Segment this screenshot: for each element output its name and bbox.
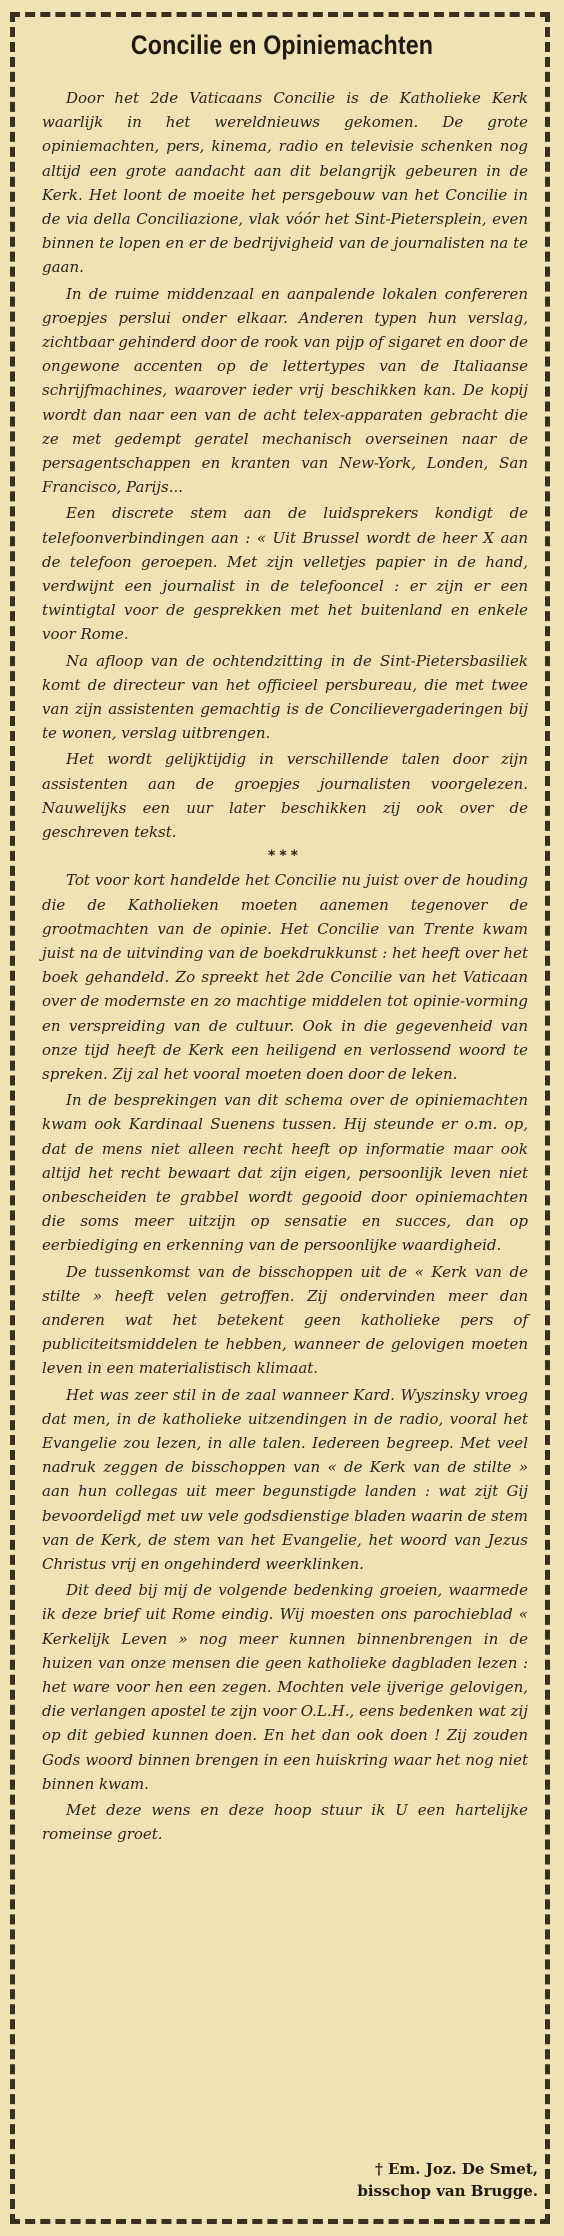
signature [278,2158,538,2202]
paragraph-3: Een discrete stem aan de luidsprekers kondigt de telefoonverbindingen aan : « Uit Brussel wordt de heer X aan de telefoon geroepen. Met zijn velletjes papier in de hand, verdwijnt een journalist in de telefooncel : er zijn er een twintigtal voor de gesprekken met het buitenland en enkele voor Rome. [42,504,528,644]
paragraph-7: In de besprekingen van dit schema over de opiniemachten kwam ook Kardinaal Suenens tussen. Hij steunde er o.m. op, dat de mens niet alleen recht heeft op informatie maar ook altijd het recht bewaart dat zijn eigen, persoonlijk leven niet onbescheiden te grabbel wordt gegooid door opiniemachten die soms meer uitzijn op sensatie en succes, dan op eerbiediging en erkenning van de persoonlijke waardigheid. [42,1091,528,1255]
section-separator: *** [268,848,302,865]
signature-title: bisschop van Brugge. [357,2182,538,2200]
article-title: Concilie en Opiniemachten [130,30,434,60]
paragraph-1: Door het 2de Vaticaans Concilie is de Katholieke Kerk waarlijk in het wereldnieuws gekomen. De grote opiniemachten, pers, kinema, radio en televisie schenken nog altijd een grote aandacht aan dit belangrijk gebeuren in de Kerk. Het loont de moeite het persgebouw van het Concilie in de via della Conciliazione, vlak vóór het Sint-Pietersplein, even binnen te lopen en er de bedrijvigheid van de journalisten na te gaan. [42,89,528,277]
paragraph-8: De tussenkomst van de bisschoppen uit de « Kerk van de stilte » heeft velen getroffen. Zij ondervinden meer dan anderen wat het betekent geen katholieke pers of publiciteitsmiddelen te hebben, wanneer de gelovigen moeten leven in een materialistisch klimaat. [42,1262,528,1378]
signature-name: † Em. Joz. De Smet, [374,2160,538,2178]
article-body [42,86,528,1848]
paragraph-4: Na afloop van de ochtendzitting in de Sint-Pietersbasiliek komt de directeur van het officieel persbureau, die met twee van zijn assistenten gemachtig is de Concilievergaderingen bij te wonen, verslag uitbrengen. [42,651,528,743]
paragraph-9: Het was zeer stil in de zaal wanneer Kard. Wyszinsky vroeg dat men, in de katholieke uitzendingen in de radio, vooral het Evangelie zou lezen, in alle talen. Iedereen begreep. Met veel nadruk zeggen de bisschoppen van « de Kerk van de stilte » aan hun collegas uit meer begunstigde landen : wat zijt Gij bevoordeligd met uw vele godsdienstige bladen waarin de stem van de Kerk, de stem van het Evangelie, het woord van Jezus Christus vrij en ongehinderd weerklinken. [42,1385,528,1573]
paragraph-10: Dit deed bij mij de volgende bedenking groeien, waarmede ik deze brief uit Rome eindig. Wij moesten ons parochieblad « Kerkelijk Leven » nog meer kunnen binnenbrengen in de huizen van onze mensen die geen katholieke dagbladen lezen : het ware voor hen een zegen. Mochten vele ijverige gelovigen, die verlangen apostel te zijn voor O.L.H., eens bedenken wat zij op dit gebied kunnen doen. En het dan ook doen ! Zij zouden Gods woord binnen brengen in een huiskring waar het nog niet binnen kwam. [42,1581,528,1793]
paragraph-2: In de ruime middenzaal en aanpalende lokalen confereren groepjes perslui onder elkaar. Anderen typen hun verslag, zichtbaar gehinderd door de rook van pijp of sigaret en door de ongewone accenten op de lettertypes van de Italiaanse schrijfmachines, waarover ieder vrij beschikken kan. De kopij wordt dan naar een van de acht telex-apparaten gebracht die ze met gedempt geratel mechanisch overseinen naar de persagentschappen en kranten van New-York, Londen, San Francisco, Parijs... [42,284,528,497]
paragraph-11: Met deze wens en deze hoop stuur ik U een hartelijke romeinse groet. [42,1801,528,1844]
paragraph-6: Tot voor kort handelde het Concilie nu juist over de houding die de Katholieken moeten aanemen tegenover de grootmachten van de opinie. Het Concilie van Trente kwam juist na de uitvinding van de boekdrukkunst : het heeft over het boek gehandeld. Zo spreekt het 2de Concilie van het Vaticaan over de modernste en zo machtige middelen tot opinie-vorming en verspreiding van de cultuur. Ook in die gegevenheid van onze tijd heeft de Kerk een heiligend en verlossend woord te spreken. Zij zal het vooral moeten doen door de leken. [42,871,528,1083]
paragraph-5: Het wordt gelijktijdig in verschillende talen door zijn assistenten aan de groepjes journalisten voorgelezen. Nauwelijks een uur later beschikken zij ook over de geschreven tekst. [42,750,528,842]
